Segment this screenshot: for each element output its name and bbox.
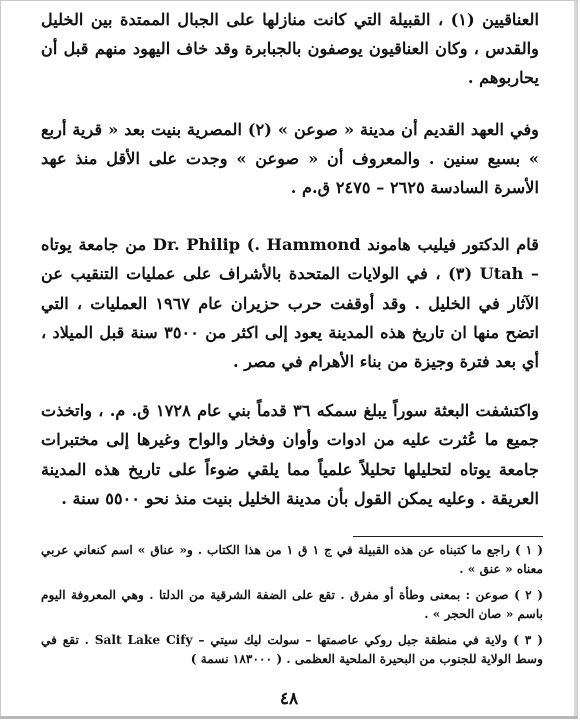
footnotes <box>41 541 543 676</box>
paragraph-gap <box>41 93 539 115</box>
footnote-separator <box>353 536 543 537</box>
paragraph-gap <box>41 202 539 230</box>
paragraph-3: قام الدكتور فيليب هاموند Dr. Philip (. Hammond من جامعة يوتاه – Utah (٣) ، في الولايات المتحدة بالأشراف على عمليات التنقيب عن الآثار في الخليل . وقد أوقفت حرب حزيران عام ١٩٦٧ العمليات ، التي اتضح منها ان تاريخ هذه المدينة يعود إلى اكثر من ٣٥٠٠ سنة قبل الميلاد ، أي بعد فترة وجيزة من بناء الأهرام في مصر . <box>41 235 540 372</box>
main-text <box>41 5 539 513</box>
paragraph-2: وفي العهد القديم أن مدينة « صوعن » (٢) المصرية بنيت بعد « قرية أربع » بسبع سنين . والمعروف أن « صوعن » وجدت على الأقل منذ عهد الأسرة السادسة ٢٦٢٥ – ٢٤٧٥ ق.م . <box>41 119 539 198</box>
footnote-3: ( ٣ ) ولاية في منطقة جبل روكي عاصمتها – سولت ليك سيتي – Salt Lake Cify . تقع في وسط الولاية للجنوب من البحيرة الملحية العظمى . ( ١٨٣٠٠٠ نسمة ) <box>41 633 544 666</box>
footnote-1: ( ١ ) راجع ما كتبناه عن هذه القبيلة في ج ١ ق ١ من هذا الكتاب . و« عناق » اسم كنعاني عربي معناه « عنق » . <box>41 543 543 576</box>
footnote-2: ( ٢ ) صوعن : بمعنى وطأة أو مفرق . تقع على الضفة الشرقية من الدلتا . وهي المعروفة اليوم باسم « صان الحجر » . <box>41 588 543 621</box>
paragraph-4: واكتشفت البعثة سوراً يبلغ سمكه ٣٦ قدماً بني عام ١٧٢٨ ق. م. ، واتخذت جميع ما عُثرت عليه من ادوات وأوان وفخار والواح وغيرها إلى مختبرات جامعة يوتاه لتحليلها تحليلاً علمياً مما يلقي ضوءاً على تاريخ هذه المدينة العريقة . وعليه يمكن القول بأن مدينة الخليل بنيت منذ نحو ٥٥٠٠ سنة . <box>41 401 539 508</box>
paragraph-1: العناقيين (١) ، القبيلة التي كانت منازلها على الجبال الممتدة بين الخليل والقدس ، وكان العناقيون يوصفون بالجبابرة وقد خاف اليهود منهم قبل أن يحاربوهم . <box>41 10 539 88</box>
page-number: ٤٨ <box>279 689 299 709</box>
paragraph-gap <box>41 376 539 396</box>
page-edge-shadow <box>574 1 577 716</box>
